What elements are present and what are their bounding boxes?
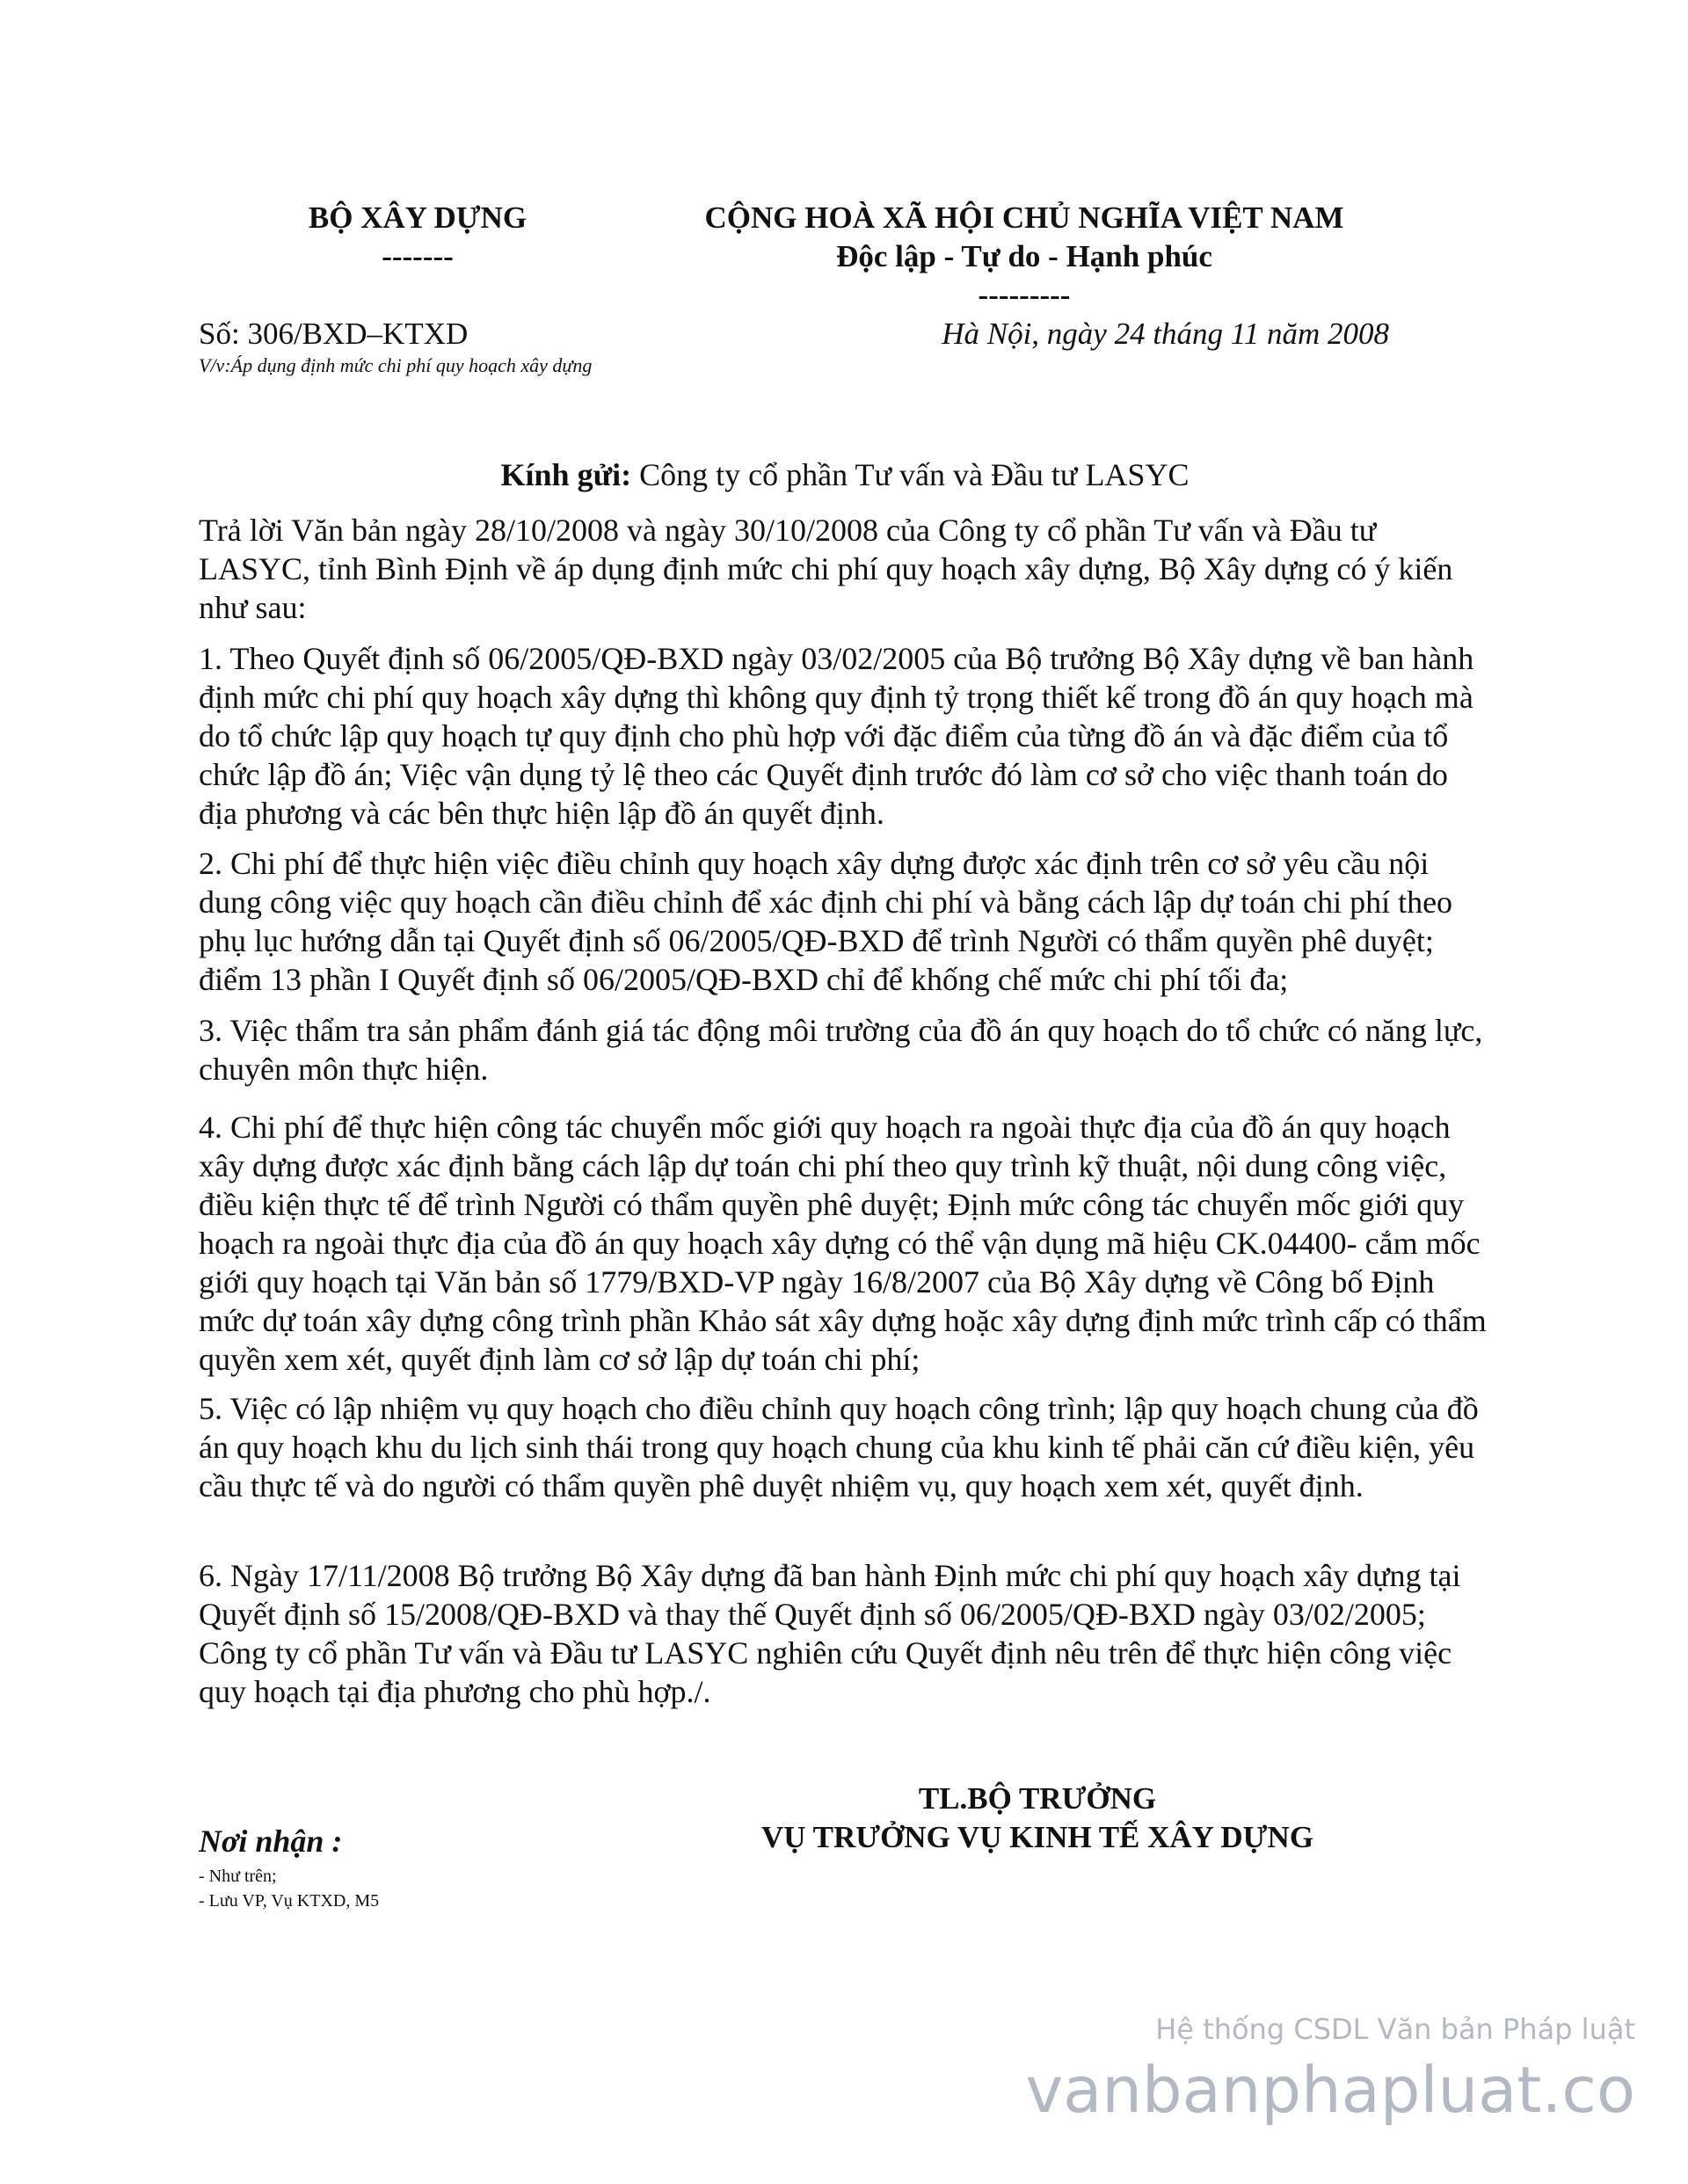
motto-separator: --------- bbox=[978, 278, 1071, 312]
country-name: CỘNG HOÀ XÃ HỘI CHỦ NGHĨA VIỆT NAM bbox=[704, 200, 1344, 235]
motto: Độc lập - Tự do - Hạnh phúc bbox=[836, 239, 1212, 273]
signature-title: TL.BỘ TRƯỞNG bbox=[918, 1781, 1157, 1816]
recipient-name: Công ty cổ phần Tư vấn và Đầu tư LASYC bbox=[639, 457, 1190, 492]
item-paragraph-5: 5. Việc có lập nhiệm vụ quy hoạch cho điều chỉnh quy hoạch công trình; lập quy hoạch chung của đồ án quy hoạch khu du lịch sinh thái trong quy hoạch chung của khu kinh tế phải căn cứ điều kiện, yêu cầu thực tế và do người có thẩm quyền phê duyệt nhiệm vụ, quy hoạch xem xét, quyết định. bbox=[199, 1391, 1479, 1503]
recipient-line bbox=[199, 455, 1491, 494]
agency-separator: ------- bbox=[382, 239, 454, 273]
item-paragraph-2: 2. Chi phí để thực hiện việc điều chỉnh quy hoạch xây dựng được xác định trên cơ sở yêu cầu nội dung công việc quy hoạch cần điều chỉnh để xác định chi phí và bằng cách lập dự toán chi phí theo phụ lục hướng dẫn tại Quyết định số 06/2005/QĐ-BXD để trình Người có thẩm quyền phê duyệt; điểm 13 phần I Quyết định số 06/2005/QĐ-BXD chỉ để khống chế mức chi phí tối đa; bbox=[199, 846, 1453, 997]
document-subject: V/v:Áp dụng định mức chi phí quy hoạch xây dựng bbox=[199, 354, 593, 376]
item-paragraph-3: 3. Việc thẩm tra sản phẩm đánh giá tác động môi trường của đồ án quy hoạch do tổ chức có năng lực, chuyên môn thực hiện. bbox=[199, 1013, 1483, 1087]
document-number: Số: 306/BXD–KTXD bbox=[199, 317, 469, 351]
agency-name: BỘ XÂY DỰNG bbox=[308, 200, 528, 235]
item-paragraph-6: 6. Ngày 17/11/2008 Bộ trưởng Bộ Xây dựng đã ban hành Định mức chi phí quy hoạch xây dựng tại Quyết định số 15/2008/QĐ-BXD và thay thế Quyết định số 06/2005/QĐ-BXD ngày 03/02/2005; Công ty cổ phần Tư vấn và Đầu tư LASYC nghiên cứu Quyết định nêu trên để thực hiện công việc quy hoạch tại địa phương cho phù hợp./. bbox=[199, 1558, 1461, 1709]
recipient-label: Kính gửi: bbox=[500, 457, 632, 492]
recipients-title: Nơi nhận : bbox=[199, 1824, 343, 1859]
recipients-line-2: - Lưu VP, Vụ KTXD, M5 bbox=[199, 1891, 380, 1911]
watermark-line-2: vanbanphapluat.co bbox=[1025, 2053, 1635, 2127]
intro-paragraph: Trả lời Văn bản ngày 28/10/2008 và ngày 30/10/2008 của Công ty cổ phần Tư vấn và Đầu tư LASYC, tỉnh Bình Định về áp dụng định mức chi phí quy hoạch xây dựng, Bộ Xây dựng có ý kiến như sau: bbox=[199, 513, 1453, 625]
recipients-line-1: - Như trên; bbox=[199, 1867, 277, 1886]
item-paragraph-4: 4. Chi phí để thực hiện công tác chuyển mốc giới quy hoạch ra ngoài thực địa của đồ án quy hoạch xây dựng được xác định bằng cách lập dự toán chi phí theo quy trình kỹ thuật, nội dung công việc, điều kiện thực tế để trình Người có thẩm quyền phê duyệt; Định mức công tác chuyển mốc giới quy hoạch ra ngoài thực địa của đồ án quy hoạch xây dựng có thể vận dụng mã hiệu CK.04400- cắm mốc giới quy hoạch tại Văn bản số 1779/BXD-VP ngày 16/8/2007 của Bộ Xây dựng về Công bố Định mức dự toán xây dựng công trình phần Khảo sát xây dựng hoặc xây dựng định mức trình cấp có thẩm quyền xem xét, quyết định làm cơ sở lập dự toán chi phí; bbox=[199, 1110, 1487, 1377]
place-date: Hà Nội, ngày 24 tháng 11 năm 2008 bbox=[942, 317, 1389, 351]
signature-department: VỤ TRƯỞNG VỤ KINH TẾ XÂY DỰNG bbox=[760, 1820, 1314, 1854]
watermark-line-1: Hệ thống CSDL Văn bản Pháp luật bbox=[1155, 2013, 1635, 2046]
item-paragraph-1: 1. Theo Quyết định số 06/2005/QĐ-BXD ngày 03/02/2005 của Bộ trưởng Bộ Xây dựng về ban hành định mức chi phí quy hoạch xây dựng thì không quy định tỷ trọng thiết kế trong đồ án quy hoạch mà do tổ chức lập quy hoạch tự quy định cho phù hợp với đặc điểm của từng đồ án và đặc điểm của tổ chức lập đồ án; Việc vận dụng tỷ lệ theo các Quyết định trước đó làm cơ sở cho việc thanh toán do địa phương và các bên thực hiện lập đồ án quyết định. bbox=[199, 641, 1474, 831]
